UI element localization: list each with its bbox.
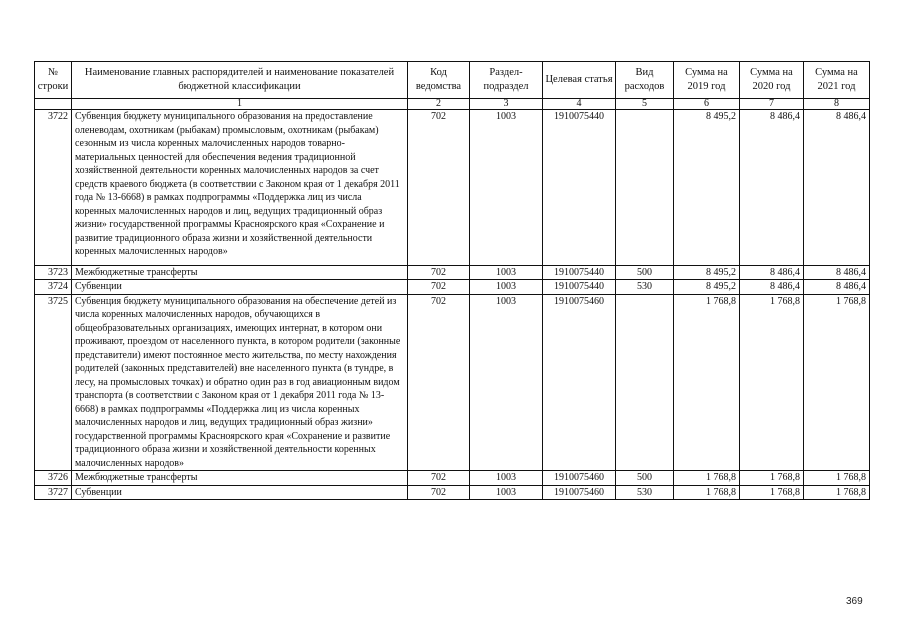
row-target-item: 1910075440: [543, 280, 616, 295]
index-cell: 4: [543, 99, 616, 110]
table-row: [35, 265, 870, 280]
row-dept-code: 702: [408, 265, 470, 280]
table-row: [35, 485, 870, 500]
row-dept-code: 702: [408, 280, 470, 295]
row-sum-2021: 8 486,4: [804, 110, 870, 266]
header-section: Раздел-подраздел: [470, 62, 543, 99]
table-row: [35, 294, 870, 471]
budget-table: [34, 61, 870, 500]
header-dept-code: Код ведомства: [408, 62, 470, 99]
row-dept-code: 702: [408, 471, 470, 486]
index-cell: 6: [674, 99, 740, 110]
page-number: 369: [846, 596, 863, 607]
index-cell: 2: [408, 99, 470, 110]
row-section: 1003: [470, 280, 543, 295]
header-row-number: № строки: [35, 62, 72, 99]
row-sum-2021: 1 768,8: [804, 294, 870, 471]
row-sum-2020: 1 768,8: [740, 485, 804, 500]
row-name: Субвенция бюджету муниципального образования на предоставление оленеводам, охотникам (рыбакам) промысловым, охотникам (рыбакам) сезонным из числа коренных малочисленных народов товарно-материальных ценностей для обеспечения ведения традиционной хозяйственной деятельности коренных малочисленных народов за счет средств краевого бюджета (в соответствии с Законом края от 1 декабря 2011 года № 13-6668) в рамках подпрограммы «Поддержка лиц из числа коренных малочисленных народов и лиц, ведущих традиционный образ жизни» государственной программы Красноярского края «Сохранение и развитие традиционного образа жизни и хозяйственной деятельности коренных малочисленных народов»: [72, 110, 408, 266]
row-sum-2019: 1 768,8: [674, 471, 740, 486]
header-sum-2019: Сумма на 2019 год: [674, 62, 740, 99]
row-dept-code: 702: [408, 294, 470, 471]
header-sum-2021: Сумма на 2021 год: [804, 62, 870, 99]
row-expense-kind: 530: [616, 485, 674, 500]
row-number: 3727: [35, 485, 72, 500]
row-expense-kind: [616, 294, 674, 471]
row-section: 1003: [470, 485, 543, 500]
table-row: [35, 280, 870, 295]
column-index-row: [35, 99, 870, 110]
row-sum-2019: 1 768,8: [674, 485, 740, 500]
row-target-item: 1910075460: [543, 485, 616, 500]
row-target-item: 1910075440: [543, 110, 616, 266]
row-sum-2021: 1 768,8: [804, 485, 870, 500]
row-sum-2021: 8 486,4: [804, 265, 870, 280]
index-cell: 3: [470, 99, 543, 110]
table-row: [35, 471, 870, 486]
index-cell: 5: [616, 99, 674, 110]
row-name: Межбюджетные трансферты: [72, 265, 408, 280]
row-sum-2021: 1 768,8: [804, 471, 870, 486]
row-expense-kind: 530: [616, 280, 674, 295]
row-sum-2019: 1 768,8: [674, 294, 740, 471]
row-sum-2019: 8 495,2: [674, 110, 740, 266]
row-sum-2021: 8 486,4: [804, 280, 870, 295]
row-expense-kind: [616, 110, 674, 266]
row-sum-2020: 1 768,8: [740, 294, 804, 471]
header-name: Наименование главных распорядителей и наименование показателей бюджетной классификации: [72, 62, 408, 99]
row-dept-code: 702: [408, 110, 470, 266]
row-name: Субвенции: [72, 280, 408, 295]
header-sum-2020: Сумма на 2020 год: [740, 62, 804, 99]
header-row: [35, 62, 870, 99]
row-number: 3724: [35, 280, 72, 295]
row-number: 3722: [35, 110, 72, 266]
row-sum-2020: 8 486,4: [740, 280, 804, 295]
header-expense-kind: Вид расходов: [616, 62, 674, 99]
row-target-item: 1910075460: [543, 471, 616, 486]
index-cell: 7: [740, 99, 804, 110]
row-section: 1003: [470, 294, 543, 471]
row-sum-2019: 8 495,2: [674, 280, 740, 295]
header-target-item: Целевая статья: [543, 62, 616, 99]
index-cell: 8: [804, 99, 870, 110]
row-name: Межбюджетные трансферты: [72, 471, 408, 486]
row-target-item: 1910075460: [543, 294, 616, 471]
row-expense-kind: 500: [616, 265, 674, 280]
row-section: 1003: [470, 471, 543, 486]
row-name: Субвенции: [72, 485, 408, 500]
index-cell: [35, 99, 72, 110]
row-section: 1003: [470, 110, 543, 266]
row-section: 1003: [470, 265, 543, 280]
row-sum-2020: 8 486,4: [740, 110, 804, 266]
row-number: 3723: [35, 265, 72, 280]
row-expense-kind: 500: [616, 471, 674, 486]
row-sum-2020: 1 768,8: [740, 471, 804, 486]
table-row: [35, 110, 870, 266]
index-cell: 1: [72, 99, 408, 110]
row-dept-code: 702: [408, 485, 470, 500]
row-sum-2019: 8 495,2: [674, 265, 740, 280]
row-name: Субвенция бюджету муниципального образования на обеспечение детей из числа коренных малочисленных народов, обучающихся в общеобразовательных организациях, имеющих интернат, в котором они проживают, проездом от населенного пункта, в котором родители (законные представители) имеют постоянное место жительства, по месту нахождения родителей (законных представителей) вне населенного пункта (в тундре, в лесу, на промысловых точках) и обратно один раз в год авиационным видом транспорта (в соответствии с Законом края от 1 декабря 2011 года № 13-6668) в рамках подпрограммы «Поддержка лиц из числа коренных малочисленных народов и лиц, ведущих традиционный образ жизни» государственной программы Красноярского края «Сохранение и развитие традиционного образа жизни и хозяйственной деятельности коренных малочисленных народов»: [72, 294, 408, 471]
row-number: 3726: [35, 471, 72, 486]
row-number: 3725: [35, 294, 72, 471]
row-target-item: 1910075440: [543, 265, 616, 280]
row-sum-2020: 8 486,4: [740, 265, 804, 280]
